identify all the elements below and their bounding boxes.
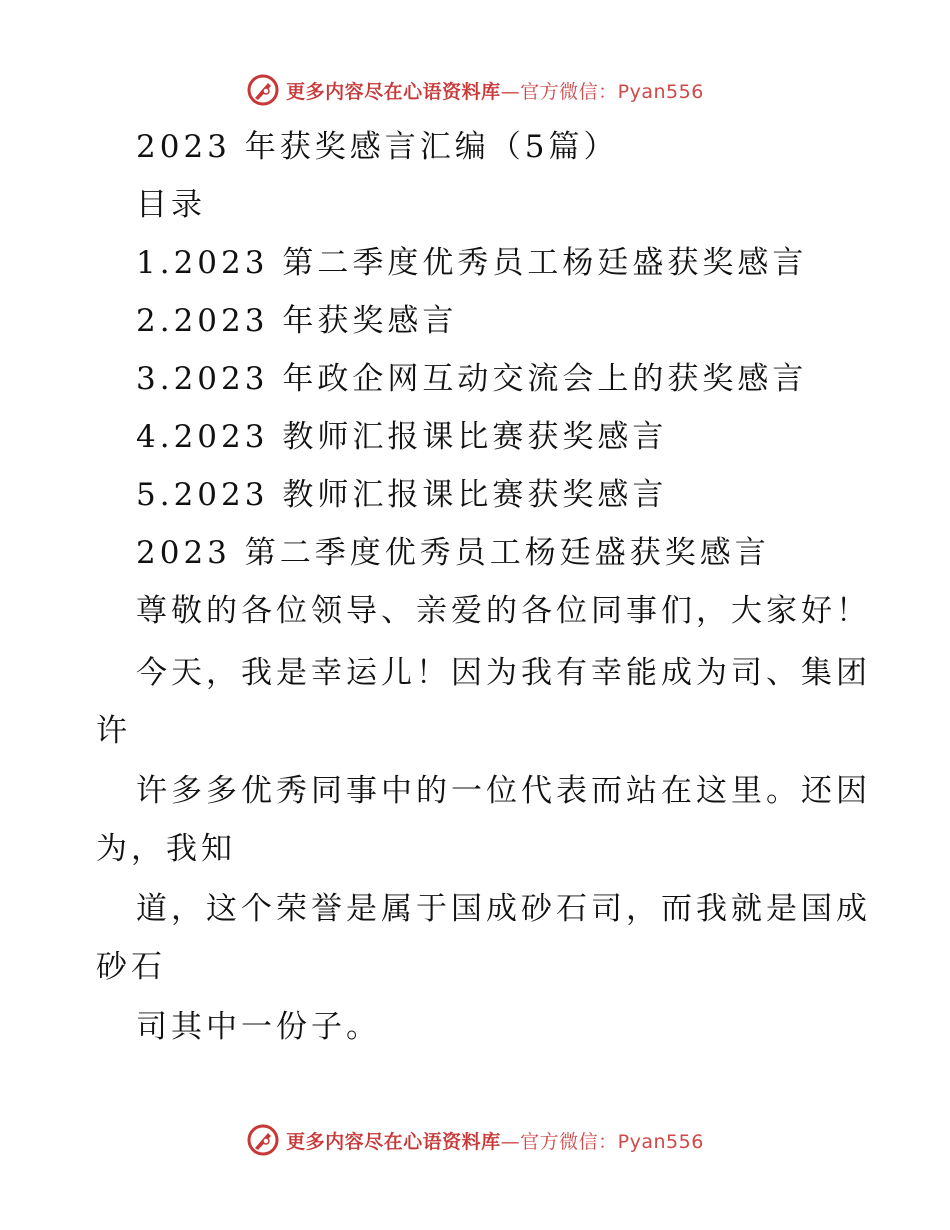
- paragraph-line: 道，这个荣誉是属于国成砂石司，而我就是国成: [136, 891, 871, 927]
- toc-item: 2.2023 年获奖感言: [136, 303, 458, 339]
- toc-item: 3.2023 年政企网互动交流会上的获奖感言: [136, 361, 808, 397]
- header-banner: [0, 70, 950, 110]
- paragraph-line: 司其中一份子。: [136, 1009, 381, 1045]
- toc-item: 1.2023 第二季度优秀员工杨廷盛获奖感言: [136, 245, 808, 281]
- banner-text: [286, 77, 704, 104]
- paragraph-line: 许多多优秀同事中的一位代表而站在这里。还因: [136, 773, 871, 809]
- banner-brand: 更多内容尽在心语资料库: [286, 1130, 501, 1153]
- banner-contact: 官方微信：Pyan556: [520, 1130, 704, 1153]
- paragraph-line: 砂石: [96, 949, 166, 985]
- banner-text: [286, 1127, 704, 1154]
- banner-separator: —: [500, 1130, 521, 1153]
- toc-item: 4.2023 教师汇报课比赛获奖感言: [136, 419, 668, 455]
- paragraph-line: 尊敬的各位领导、亲爱的各位同事们，大家好！: [136, 593, 871, 629]
- toc-heading: 目录: [136, 187, 206, 223]
- paragraph-line: 今天，我是幸运儿！因为我有幸能成为司、集团: [136, 655, 871, 691]
- pen-logo-icon: [246, 1123, 280, 1157]
- paragraph-line: 为，我知: [96, 831, 236, 867]
- pen-logo-icon: [246, 73, 280, 107]
- paragraph-line: 许: [96, 713, 131, 749]
- banner-contact: 官方微信：Pyan556: [520, 80, 704, 103]
- banner-brand: 更多内容尽在心语资料库: [286, 80, 501, 103]
- banner-separator: —: [500, 80, 521, 103]
- section-heading: 2023 第二季度优秀员工杨廷盛获奖感言: [136, 535, 770, 571]
- toc-item: 5.2023 教师汇报课比赛获奖感言: [136, 477, 668, 513]
- footer-banner: [0, 1120, 950, 1160]
- document-title: 2023 年获奖感言汇编（5篇）: [136, 129, 619, 165]
